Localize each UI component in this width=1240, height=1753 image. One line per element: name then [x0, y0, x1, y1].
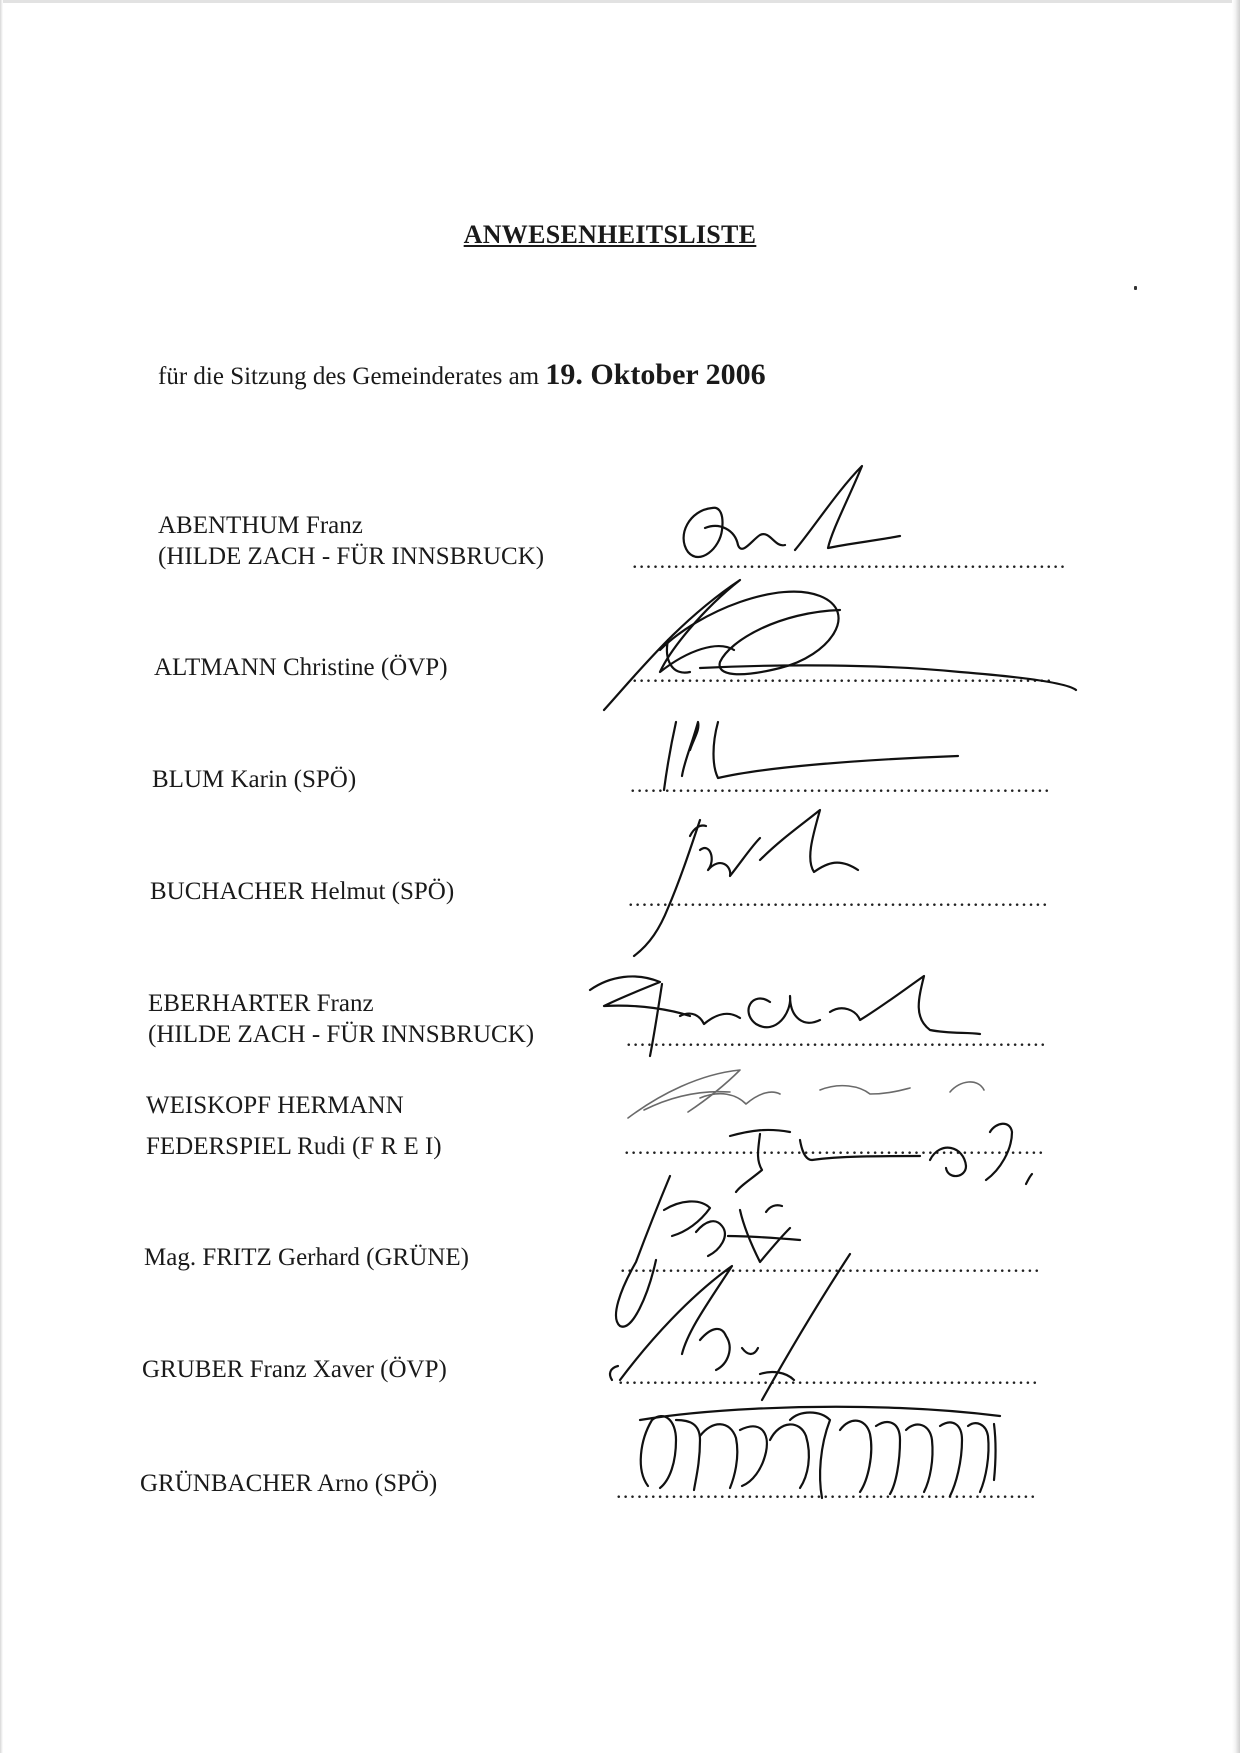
- attendee-name-line: EBERHARTER Franz: [148, 990, 374, 1017]
- attendee-name-line: GRUBER Franz Xaver (ÖVP): [142, 1356, 447, 1383]
- scan-edge-right: [1232, 0, 1240, 1753]
- attendee-name-line: Mag. FRITZ Gerhard (GRÜNE): [144, 1244, 469, 1271]
- attendee-name-blum: [152, 764, 356, 795]
- attendee-name-fritz: [144, 1242, 469, 1273]
- document-title: ANWESENHEITSLISTE: [463, 220, 757, 249]
- signature-line: ...............................................................: [632, 548, 1067, 573]
- attendee-name-altmann: [154, 652, 448, 683]
- scan-edge-top: [0, 0, 1240, 3]
- signature-weiskopf-faint: [628, 1070, 984, 1118]
- signature-buchacher: [634, 810, 858, 956]
- signature-abenthum: [684, 466, 900, 557]
- attendee-name-gruber: [142, 1354, 447, 1385]
- attendee-name-abenthum: [158, 510, 544, 572]
- signature-line: .............................................................: [624, 1134, 1045, 1159]
- attendee-name-line: ALTMANN Christine (ÖVP): [154, 654, 448, 681]
- subtitle-prefix: für die Sitzung des Gemeinderates am: [158, 363, 540, 390]
- scan-speck: [1134, 286, 1137, 290]
- attendee-name-line: BUCHACHER Helmut (SPÖ): [150, 878, 455, 905]
- signature-line: .............................................................: [616, 1478, 1037, 1503]
- attendee-party-line: (HILDE ZACH - FÜR INNSBRUCK): [148, 1021, 535, 1048]
- attendee-name-gruenbacher: [140, 1468, 437, 1499]
- attendee-name-line: BLUM Karin (SPÖ): [152, 766, 357, 793]
- scan-edge-left: [0, 0, 3, 1753]
- attendee-party-line: (HILDE ZACH - FÜR INNSBRUCK): [158, 543, 545, 570]
- attendee-name-buchacher: [150, 876, 454, 907]
- signature-line: .............................................................: [620, 1252, 1041, 1277]
- signature-line: .............................................................: [626, 1026, 1047, 1051]
- attendee-crossed-name-line: WEISKOPF HERMANN: [146, 1092, 404, 1119]
- attendee-name-line: ABENTHUM Franz: [158, 512, 363, 539]
- attendee-name-federspiel: [146, 1090, 442, 1162]
- signature-line: .............................................................: [632, 662, 1053, 687]
- signature-line: .............................................................: [630, 772, 1051, 797]
- signature-altmann: [604, 580, 1076, 710]
- meeting-subtitle: [158, 358, 766, 392]
- attendee-name-line: GRÜNBACHER Arno (SPÖ): [140, 1470, 438, 1497]
- signature-line: .............................................................: [628, 886, 1049, 911]
- signature-line: .............................................................: [618, 1364, 1039, 1389]
- meeting-date: 19. Oktober 2006: [545, 358, 766, 391]
- attendee-name-line: FEDERSPIEL Rudi (F R E I): [146, 1133, 442, 1160]
- attendee-name-eberharter: [148, 988, 534, 1050]
